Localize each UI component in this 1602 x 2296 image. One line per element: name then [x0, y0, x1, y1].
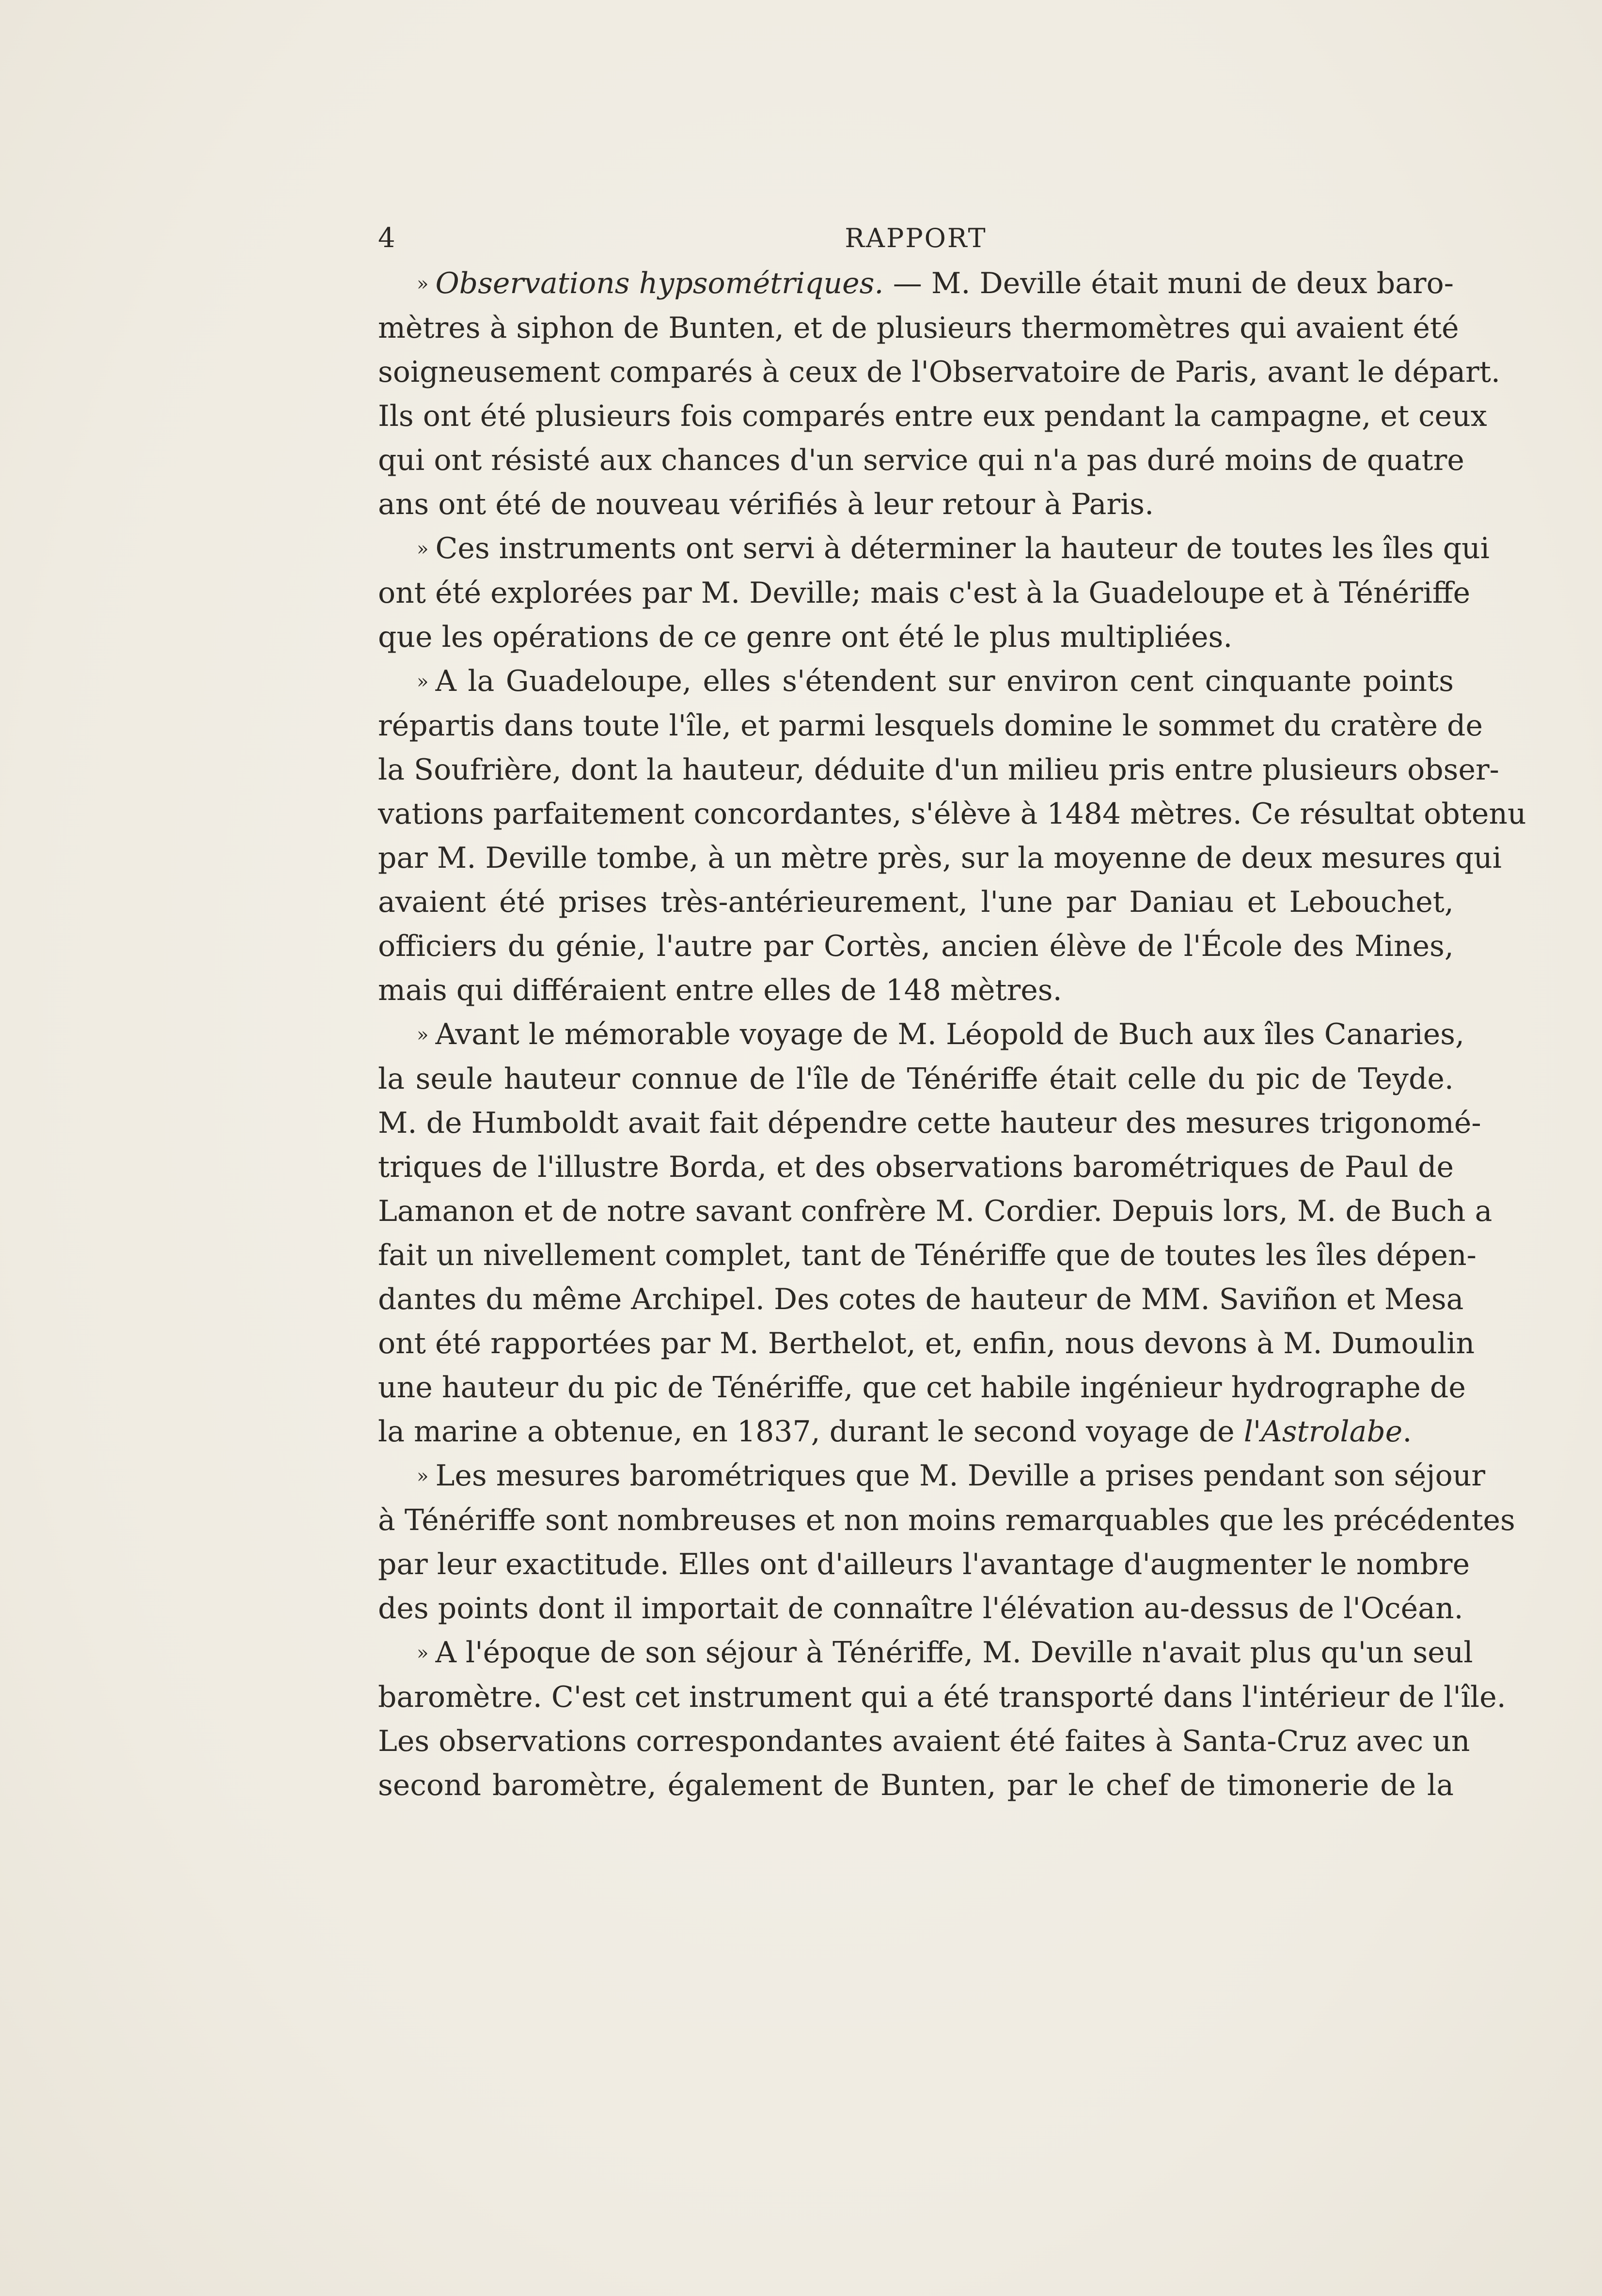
page-number: 4 [378, 222, 395, 254]
line-text: la seule hauteur connue de l'île de Ténériffe était celle du pic de Teyde. [378, 1062, 1454, 1096]
line-text: répartis dans toute l'île, et parmi lesquels domine le sommet du cratère de [378, 709, 1483, 743]
paragraph [378, 262, 1501, 527]
line-text: second baromètre, également de Bunten, par le chef de timonerie de la [378, 1768, 1454, 1802]
text-line [378, 1499, 1515, 1543]
text-line [378, 306, 1459, 350]
text-line [378, 1101, 1481, 1145]
body-text [378, 262, 1526, 1808]
text-line [378, 1631, 1473, 1675]
text-line [378, 438, 1464, 483]
line-text: à Ténériffe sont nombreuses et non moins remarquables que les précédentes [378, 1503, 1515, 1537]
line-text: mais qui différaient entre elles de 148 mètres. [378, 973, 1062, 1007]
line-text: ans ont été de nouveau vérifiés à leur retour à Paris. [378, 487, 1154, 521]
line-text: que les opérations de ce genre ont été le plus multipliées. [378, 620, 1233, 654]
line-text: A la Guadeloupe, elles s'étendent sur environ cent cinquante points [435, 664, 1454, 698]
text-line [378, 527, 1490, 571]
text-line [378, 1675, 1506, 1719]
text-line [378, 1719, 1470, 1764]
line-text: dantes du même Archipel. Des cotes de hauteur de MM. Saviñon et Mesa [378, 1282, 1464, 1316]
paragraph [378, 659, 1526, 1013]
line-text: la marine a obtenue, en 1837, durant le second voyage de [378, 1415, 1244, 1449]
text-line [378, 836, 1502, 880]
line-text: ont été rapportées par M. Berthelot, et, enfin, nous devons à M. Dumoulin [378, 1327, 1475, 1360]
paragraph [378, 527, 1490, 659]
text-line [378, 1587, 1463, 1631]
text-line [378, 1278, 1464, 1322]
line-text: M. de Humboldt avait fait dépendre cette hauteur des mesures trigonomé- [378, 1106, 1481, 1140]
text-line [378, 704, 1483, 748]
page-header [378, 219, 1454, 258]
text-line [378, 659, 1454, 704]
quote-mark: » [417, 1465, 429, 1487]
line-text: triques de l'illustre Borda, et des observations barométriques de Paul de [378, 1150, 1454, 1184]
text-line [378, 394, 1487, 438]
text-line [378, 1454, 1486, 1499]
line-text: la Soufrière, dont la hauteur, déduite d'un milieu pris entre plusieurs obser- [378, 753, 1499, 787]
text-line [378, 615, 1454, 659]
line-text: Lamanon et de notre savant confrère M. Cordier. Depuis lors, M. de Buch a [378, 1194, 1492, 1228]
line-text: Ils ont été plusieurs fois comparés entre eux pendant la campagne, et ceux [378, 399, 1487, 433]
text-line [378, 483, 1454, 527]
text-line [378, 571, 1471, 615]
text-line [378, 1234, 1476, 1278]
line-text: des points dont il importait de connaître l'élévation au-dessus de l'Océan. [378, 1592, 1463, 1625]
italic-heading: Observations hypsométriques. [435, 266, 884, 300]
text-line [378, 1057, 1454, 1101]
text-line [378, 1145, 1454, 1189]
line-text: baromètre. C'est cet instrument qui a été transporté dans l'intérieur de l'île. [378, 1680, 1506, 1714]
paragraph [378, 1631, 1506, 1808]
quote-mark: » [417, 273, 429, 295]
line-text: fait un nivellement complet, tant de Ténériffe que de toutes les îles dépen- [378, 1238, 1476, 1272]
text-line [378, 880, 1454, 924]
line-text: mètres à siphon de Bunten, et de plusieurs thermomètres qui avaient été [378, 311, 1459, 345]
line-text: vations parfaitement concordantes, s'élève à 1484 mètres. Ce résultat obtenu [378, 797, 1526, 831]
line-text: — M. Deville était muni de deux baro- [883, 266, 1454, 300]
text-line [378, 1013, 1465, 1057]
italic-title: l'Astrolabe [1243, 1415, 1403, 1449]
line-text: Les mesures barométriques que M. Deville a prises pendant son séjour [435, 1459, 1486, 1493]
text-line [378, 1322, 1475, 1366]
text-line [378, 1764, 1454, 1808]
text-line [378, 262, 1454, 306]
line-text: avaient été prises très-antérieurement, l'une par Daniau et Lebouchet, [378, 885, 1454, 919]
text-line [378, 1543, 1470, 1587]
paragraph [378, 1013, 1492, 1454]
text-line [378, 1410, 1454, 1454]
text-line [378, 1189, 1492, 1234]
line-text: par M. Deville tombe, à un mètre près, sur la moyenne de deux mesures qui [378, 841, 1502, 875]
text-line [378, 924, 1454, 968]
line-text: Avant le mémorable voyage de M. Léopold de Buch aux îles Canaries, [435, 1017, 1465, 1051]
line-text: . [1402, 1415, 1412, 1449]
text-line [378, 792, 1526, 836]
quote-mark: » [417, 538, 429, 560]
line-text: par leur exactitude. Elles ont d'ailleurs l'avantage d'augmenter le nombre [378, 1547, 1470, 1581]
quote-mark: » [417, 671, 429, 693]
text-line [378, 350, 1501, 394]
line-text: ont été explorées par M. Deville; mais c'est à la Guadeloupe et à Ténériffe [378, 576, 1471, 610]
line-text: officiers du génie, l'autre par Cortès, ancien élève de l'École des Mines, [378, 929, 1454, 963]
line-text: qui ont résisté aux chances d'un service qui n'a pas duré moins de quatre [378, 443, 1464, 477]
paragraph [378, 1454, 1515, 1631]
quote-mark: » [417, 1024, 429, 1046]
line-text: soigneusement comparés à ceux de l'Observatoire de Paris, avant le départ. [378, 355, 1501, 389]
text-line [378, 1366, 1466, 1410]
quote-mark: » [417, 1642, 429, 1664]
line-text: Ces instruments ont servi à déterminer la hauteur de toutes les îles qui [435, 531, 1490, 565]
line-text: A l'époque de son séjour à Ténériffe, M. Deville n'avait plus qu'un seul [435, 1636, 1473, 1670]
text-line [378, 968, 1454, 1013]
text-line [378, 748, 1499, 792]
running-title: RAPPORT [845, 223, 987, 253]
line-text: Les observations correspondantes avaient été faites à Santa-Cruz avec un [378, 1724, 1470, 1758]
line-text: une hauteur du pic de Ténériffe, que cet habile ingénieur hydrographe de [378, 1371, 1466, 1405]
